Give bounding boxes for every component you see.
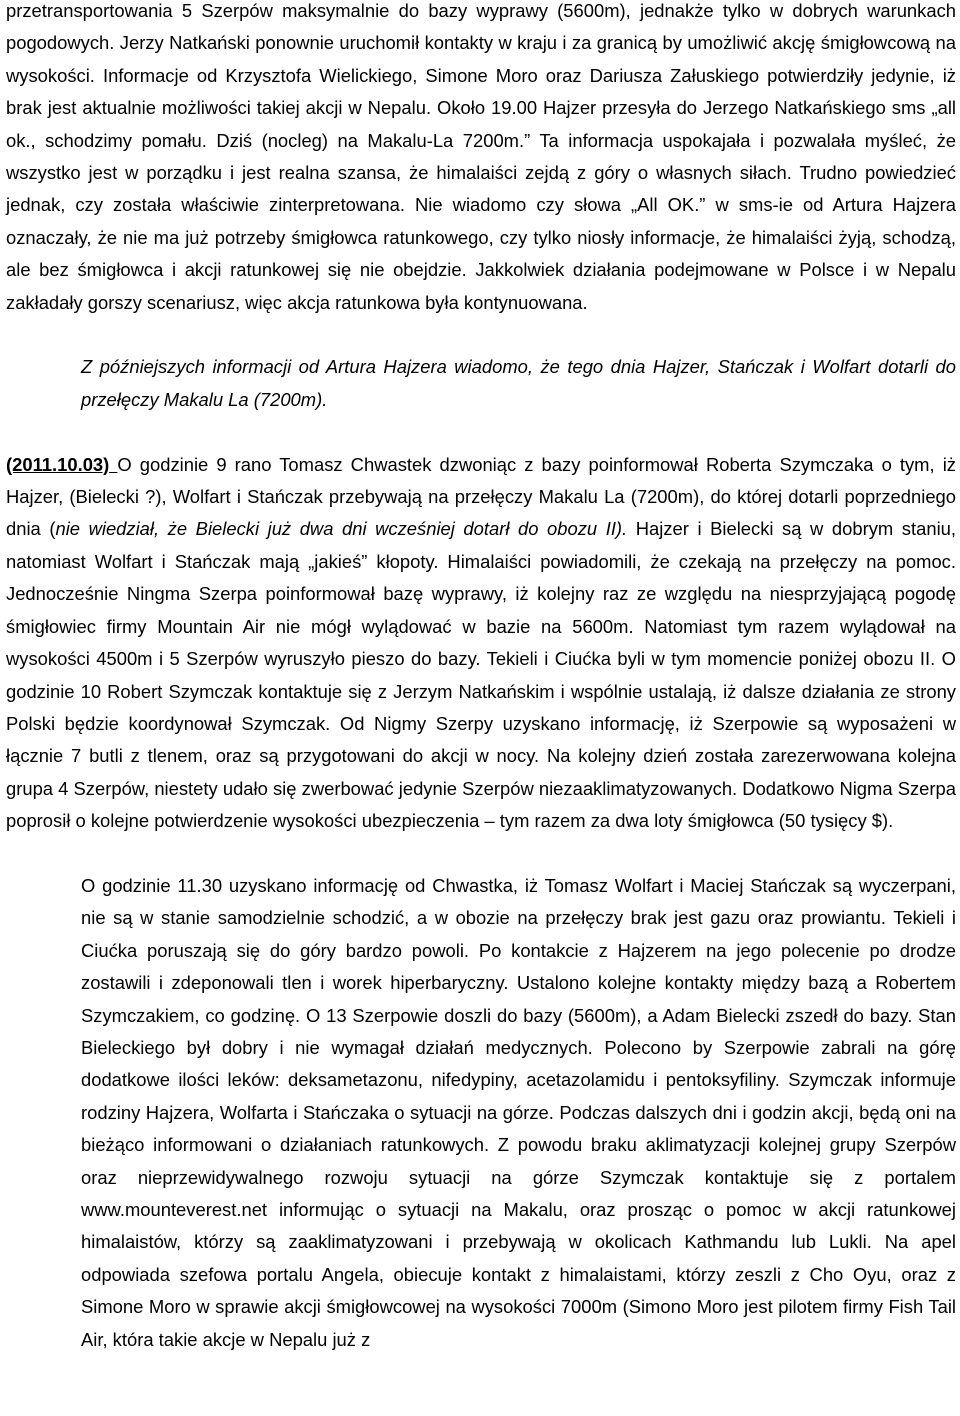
document-page	[6, 0, 956, 1356]
entry-date-label: (2011.10.03)	[6, 453, 110, 475]
paragraph-later-information-note: Z późniejszych informacji od Artura Hajzera wiadomo, że tego dnia Hajzer, Stańczak i Wolfart dotarli do przełęczy Makalu La (7200m).	[81, 356, 956, 410]
paragraph-gap	[6, 416, 956, 448]
paragraph-gap	[6, 838, 956, 870]
paragraph-dated-entry	[6, 449, 956, 838]
paragraph-afternoon-update: O godzinie 11.30 uzyskano informację od Chwastka, iż Tomasz Wolfart i Maciej Stańczak są wyczerpani, nie są w stanie samodzielnie schodzić, a w obozie na przełęczy brak jest gazu oraz prowiantu. Tekieli i Ciućka poruszają się do góry bardzo powoli. Po kontakcie z Hajzerem na jego polecenie po drodze zostawili i zdeponowali tlen i worek hiperbaryczny. Ustalono kolejne kontakty między bazą a Robertem Szymczakiem, co godzinę. O 13 Szerpowie doszli do bazy (5600m), a Adam Bielecki zszedł do bazy. Stan Bieleckiego był dobry i nie wymagał działań medycznych. Polecono by Szerpowie zabrali na górę dodatkowe ilości leków: deksametazonu, nifedypiny, acetazolamidu i pentoksyfiliny. Szymczak informuje rodziny Hajzera, Wolfarta i Stańczaka o sytuacji na górze. Podczas dalszych dni i godzin akcji, będą oni na bieżąco informowani o działaniach ratunkowych. Z powodu braku aklimatyzacji kolejnej grupy Szerpów oraz nieprzewidywalnego rozwoju sytuacji na górze Szymczak kontaktuje się z portalem www.mounteverest.net informując o sytuacji na Makalu, oraz prosząc o pomoc w akcji ratunkowej himalaistów, którzy są zaaklimatyzowani i przebywają w okolicach Kathmandu lub Lukli. Na apel odpowiada szefowa portalu Angela, obiecuje kontakt z himalaistami, którzy zeszli z Cho Oyu, oraz z Simone Moro w sprawie akcji śmigłowcowej na wysokości 7000m (Simono Moro jest pilotem firmy Fish Tail Air, która takie akcje w Nepalu już z	[81, 874, 956, 1350]
entry-italic-note: nie wiedział, że Bielecki już dwa dni wcześniej dotarł do obozu II).	[55, 518, 628, 540]
paragraph-gap	[6, 319, 956, 351]
entry-text-part-1: O godzinie 9 rano Tomasz Chwastek dzwoniąc z bazy poinformował Roberta Szymczaka o tym, iż Hajzer, (Bielecki ?), Wolfart i Stańczak przebywają na przełęczy Makalu La (7200m), do której dotarli poprzedniego dnia (	[6, 453, 956, 540]
paragraph-rescue-report: przetransportowania 5 Szerpów maksymalnie do bazy wyprawy (5600m), jednakże tylko w dobrych warunkach pogodowych. Jerzy Natkański ponownie uruchomił kontakty w kraju i za granicą by umożliwić akcję śmigłowcową na wysokości. Informacje od Krzysztofa Wielickiego, Simone Moro oraz Dariusza Załuskiego potwierdziły jedynie, iż brak jest aktualnie możliwości takiej akcji w Nepalu. Około 19.00 Hajzer przesyła do Jerzego Natkańskiego sms „all ok., schodzimy pomału. Dziś (nocleg) na Makalu-La 7200m.” Ta informacja uspokajała i pozwalała myśleć, że wszystko jest w porządku i jest realna szansa, że himalaiści zejdą z góry o własnych siłach. Trudno powiedzieć jednak, czy została właściwie zinterpretowana. Nie wiadomo czy słowa „All OK.” w sms-ie od Artura Hajzera oznaczały, że nie ma już potrzeby śmigłowca ratunkowego, czy tylko niosły informacje, że himalaiści żyją, schodzą, ale bez śmigłowca i akcji ratunkowej się nie obejdzie. Jakkolwiek działania podejmowane w Polsce i w Nepalu zakładały gorszy scenariusz, więc akcja ratunkowa była kontynuowana.	[6, 0, 956, 313]
entry-text-part-2: Hajzer i Bielecki są w dobrym staniu, natomiast Wolfart i Stańczak mają „jakieś” kłopoty. Himalaiści powiadomili, że czekają na przełęczy na pomoc. Jednocześnie Ningma Szerpa poinformował bazę wyprawy, iż kolejny raz ze względu na niesprzyjającą pogodę śmigłowiec firmy Mountain Air nie mógł wylądować w bazie na 5600m. Natomiast tym razem wylądował na wysokości 4500m i 5 Szerpów wyruszyło pieszo do bazy. Tekieli i Ciućka byli w tym momencie poniżej obozu II. O godzinie 10 Robert Szymczak kontaktuje się z Jerzym Natkańskim i wspólnie ustalają, iż dalsze działania ze strony Polski będzie koordynował Szymczak. Od Nigmy Szerpy uzyskano informację, iż Szerpowie są wyposażeni w łącznie 7 butli z tlenem, oraz są przygotowani do akcji w nocy. Na kolejny dzień została zarezerwowana kolejna grupa 4 Szerpów, niestety udało się zwerbować jedynie Szerpów niezaaklimatyzowanych. Dodatkowo Nigma Szerpa poprosił o kolejne potwierdzenie wysokości ubezpieczenia – tym razem za dwa loty śmigłowca (50 tysięcy $).	[6, 518, 956, 832]
